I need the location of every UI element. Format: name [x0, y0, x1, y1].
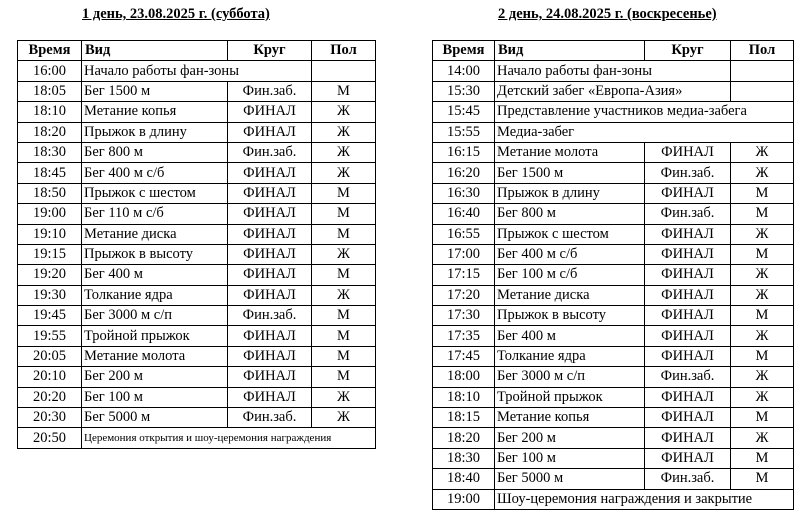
table-row [18, 163, 376, 183]
cell-time: 17:45 [433, 346, 495, 366]
table-row [433, 326, 794, 346]
cell-time: 14:00 [433, 61, 495, 81]
cell-time: 19:00 [18, 204, 82, 224]
cell-event: Метание молота [82, 346, 228, 366]
day2-title: 2 день, 24.08.2025 г. (воскресенье) [498, 6, 717, 22]
cell-time: 20:10 [18, 367, 82, 387]
cell-sex: М [312, 224, 376, 244]
table-row [18, 81, 376, 101]
cell-sex: Ж [312, 142, 376, 162]
cell-event: Бег 200 м [82, 367, 228, 387]
cell-time: 18:20 [18, 122, 82, 142]
cell-time: 19:30 [18, 285, 82, 305]
cell-time: 16:30 [433, 183, 495, 203]
cell-sex: Ж [731, 142, 794, 162]
col-header-sex: Пол [312, 41, 376, 61]
cell-time: 15:55 [433, 122, 495, 142]
cell-sex: М [731, 204, 794, 224]
table-row [18, 61, 376, 81]
cell-event: Бег 5000 м [82, 408, 228, 428]
cell-time: 15:45 [433, 102, 495, 122]
cell-event: Прыжок в высоту [82, 244, 228, 264]
day1-title: 1 день, 23.08.2025 г. (суббота) [82, 6, 270, 22]
cell-event: Бег 100 м [82, 387, 228, 407]
cell-event: Метание молота [495, 142, 645, 162]
cell-time: 17:35 [433, 326, 495, 346]
table-row [18, 387, 376, 407]
table-header-row [18, 41, 376, 61]
cell-round: ФИНАЛ [228, 102, 312, 122]
cell-round: ФИНАЛ [228, 224, 312, 244]
cell-sex: М [731, 244, 794, 264]
cell-event: Прыжок в длину [495, 183, 645, 203]
cell-round: Фин.заб. [228, 408, 312, 428]
col-header-event: Вид [495, 41, 645, 61]
cell-event: Метание копья [495, 408, 645, 428]
cell-round: ФИНАЛ [228, 163, 312, 183]
cell-round: ФИНАЛ [645, 265, 731, 285]
col-header-sex: Пол [731, 41, 794, 61]
col-header-event: Вид [82, 41, 228, 61]
table-row [18, 346, 376, 366]
cell-round: Фин.заб. [228, 81, 312, 101]
cell-event: Детский забег «Европа-Азия» [495, 81, 731, 101]
cell-time: 17:00 [433, 244, 495, 264]
cell-sex [731, 81, 794, 101]
cell-sex: Ж [312, 408, 376, 428]
cell-round: ФИНАЛ [645, 346, 731, 366]
cell-round: ФИНАЛ [645, 428, 731, 448]
cell-event: Бег 400 м с/б [82, 163, 228, 183]
cell-sex: Ж [312, 387, 376, 407]
cell-time: 18:00 [433, 367, 495, 387]
cell-time: 18:45 [18, 163, 82, 183]
col-header-time: Время [433, 41, 495, 61]
table-row [433, 163, 794, 183]
table-row [18, 142, 376, 162]
cell-time: 20:50 [18, 428, 82, 448]
cell-time: 20:20 [18, 387, 82, 407]
table-row [433, 244, 794, 264]
table-row [433, 102, 794, 122]
cell-event: Бег 800 м [82, 142, 228, 162]
cell-sex: М [312, 204, 376, 224]
cell-round: ФИНАЛ [228, 285, 312, 305]
cell-sex: М [731, 346, 794, 366]
cell-round: ФИНАЛ [645, 387, 731, 407]
cell-event: Бег 200 м [495, 428, 645, 448]
cell-time: 19:00 [433, 489, 495, 509]
cell-event: Прыжок в длину [82, 122, 228, 142]
cell-round: ФИНАЛ [228, 244, 312, 264]
cell-time: 20:05 [18, 346, 82, 366]
cell-event: Бег 1500 м [495, 163, 645, 183]
cell-event: Прыжок с шестом [82, 183, 228, 203]
cell-event: Представление участников медиа-забега [495, 102, 794, 122]
cell-event: Метание диска [82, 224, 228, 244]
cell-round: ФИНАЛ [228, 367, 312, 387]
cell-time: 16:40 [433, 204, 495, 224]
cell-round: ФИНАЛ [228, 183, 312, 203]
cell-round: Фин.заб. [645, 367, 731, 387]
table-row [433, 61, 794, 81]
cell-time: 18:20 [433, 428, 495, 448]
cell-time: 19:15 [18, 244, 82, 264]
table-row [433, 387, 794, 407]
cell-round: Фин.заб. [645, 163, 731, 183]
table-row [18, 285, 376, 305]
cell-round: ФИНАЛ [645, 306, 731, 326]
table-row [18, 244, 376, 264]
table-row [433, 265, 794, 285]
cell-round: ФИНАЛ [228, 387, 312, 407]
cell-round: Фин.заб. [228, 142, 312, 162]
cell-event: Прыжок с шестом [495, 224, 645, 244]
cell-event: Бег 800 м [495, 204, 645, 224]
cell-time: 20:30 [18, 408, 82, 428]
cell-sex: Ж [731, 163, 794, 183]
table-row [433, 428, 794, 448]
cell-sex: М [731, 408, 794, 428]
cell-sex: Ж [731, 265, 794, 285]
cell-event: Метание диска [495, 285, 645, 305]
cell-event: Начало работы фан-зоны [495, 61, 731, 81]
cell-sex: Ж [731, 428, 794, 448]
table-row [18, 102, 376, 122]
cell-time: 15:30 [433, 81, 495, 101]
cell-time: 17:30 [433, 306, 495, 326]
cell-sex: М [312, 265, 376, 285]
cell-event: Бег 400 м [495, 326, 645, 346]
table-row [18, 408, 376, 428]
cell-time: 16:55 [433, 224, 495, 244]
cell-time: 16:20 [433, 163, 495, 183]
cell-time: 18:30 [433, 448, 495, 468]
cell-time: 18:50 [18, 183, 82, 203]
table-row [433, 204, 794, 224]
cell-round: ФИНАЛ [645, 244, 731, 264]
cell-event: Бег 3000 м с/п [495, 367, 645, 387]
cell-sex: М [731, 469, 794, 489]
table-row [18, 428, 376, 448]
cell-event: Бег 400 м с/б [495, 244, 645, 264]
cell-time: 18:05 [18, 81, 82, 101]
table-row [433, 448, 794, 468]
cell-event: Шоу-церемония награждения и закрытие [495, 489, 794, 509]
table-row [433, 224, 794, 244]
cell-time: 18:10 [18, 102, 82, 122]
cell-sex: Ж [731, 387, 794, 407]
col-header-time: Время [18, 41, 82, 61]
cell-sex: Ж [312, 285, 376, 305]
cell-round: ФИНАЛ [645, 408, 731, 428]
cell-round: Фин.заб. [645, 469, 731, 489]
cell-sex: Ж [312, 122, 376, 142]
cell-event: Тройной прыжок [495, 387, 645, 407]
cell-sex: М [312, 81, 376, 101]
table-row [433, 489, 794, 509]
cell-event: Бег 100 м [495, 448, 645, 468]
col-header-round: Круг [645, 41, 731, 61]
cell-event: Бег 1500 м [82, 81, 228, 101]
cell-time: 19:20 [18, 265, 82, 285]
cell-sex: М [731, 183, 794, 203]
cell-event: Церемония открытия и шоу-церемония награждения [82, 428, 376, 448]
cell-round: ФИНАЛ [645, 326, 731, 346]
table-row [18, 326, 376, 346]
table-row [18, 183, 376, 203]
cell-sex: М [312, 346, 376, 366]
cell-event: Бег 110 м с/б [82, 204, 228, 224]
cell-event: Толкание ядра [495, 346, 645, 366]
cell-time: 18:40 [433, 469, 495, 489]
table-header-row [433, 41, 794, 61]
cell-time: 18:10 [433, 387, 495, 407]
table-row [433, 469, 794, 489]
cell-round: ФИНАЛ [645, 142, 731, 162]
cell-sex: Ж [312, 102, 376, 122]
day2-schedule-table [432, 40, 794, 510]
cell-sex: М [312, 306, 376, 326]
cell-time: 16:15 [433, 142, 495, 162]
cell-round: ФИНАЛ [228, 265, 312, 285]
cell-sex: Ж [731, 367, 794, 387]
cell-sex: Ж [312, 244, 376, 264]
cell-round: ФИНАЛ [645, 183, 731, 203]
cell-round: ФИНАЛ [228, 346, 312, 366]
cell-round: Фин.заб. [228, 306, 312, 326]
cell-round: ФИНАЛ [645, 224, 731, 244]
cell-time: 18:30 [18, 142, 82, 162]
table-row [433, 346, 794, 366]
cell-event: Тройной прыжок [82, 326, 228, 346]
cell-sex: М [312, 326, 376, 346]
table-row [433, 142, 794, 162]
cell-event: Бег 3000 м с/п [82, 306, 228, 326]
table-row [18, 122, 376, 142]
cell-event: Бег 100 м с/б [495, 265, 645, 285]
cell-event: Прыжок в высоту [495, 306, 645, 326]
col-header-round: Круг [228, 41, 312, 61]
cell-sex: М [312, 367, 376, 387]
cell-time: 16:00 [18, 61, 82, 81]
day1-schedule-table [17, 40, 376, 449]
cell-sex: Ж [312, 163, 376, 183]
cell-sex [312, 61, 376, 81]
cell-time: 19:10 [18, 224, 82, 244]
cell-event: Метание копья [82, 102, 228, 122]
cell-round: ФИНАЛ [228, 204, 312, 224]
cell-event: Начало работы фан-зоны [82, 61, 312, 81]
cell-time: 19:45 [18, 306, 82, 326]
cell-round: ФИНАЛ [228, 326, 312, 346]
table-row [433, 122, 794, 142]
table-row [18, 224, 376, 244]
cell-event: Бег 400 м [82, 265, 228, 285]
table-row [18, 306, 376, 326]
table-row [433, 285, 794, 305]
cell-time: 19:55 [18, 326, 82, 346]
cell-event: Бег 5000 м [495, 469, 645, 489]
cell-round: ФИНАЛ [645, 448, 731, 468]
cell-time: 17:20 [433, 285, 495, 305]
table-row [18, 367, 376, 387]
cell-round: ФИНАЛ [645, 285, 731, 305]
cell-round: Фин.заб. [645, 204, 731, 224]
cell-round: ФИНАЛ [228, 122, 312, 142]
cell-sex: М [731, 306, 794, 326]
cell-time: 17:15 [433, 265, 495, 285]
cell-sex [731, 61, 794, 81]
table-row [433, 81, 794, 101]
cell-sex: М [731, 448, 794, 468]
cell-sex: М [312, 183, 376, 203]
table-row [18, 265, 376, 285]
cell-sex: Ж [731, 285, 794, 305]
cell-sex: Ж [731, 224, 794, 244]
cell-event: Толкание ядра [82, 285, 228, 305]
cell-sex: Ж [731, 326, 794, 346]
table-row [433, 306, 794, 326]
table-row [18, 204, 376, 224]
cell-event: Медиа-забег [495, 122, 794, 142]
table-row [433, 408, 794, 428]
cell-time: 18:15 [433, 408, 495, 428]
table-row [433, 367, 794, 387]
table-row [433, 183, 794, 203]
